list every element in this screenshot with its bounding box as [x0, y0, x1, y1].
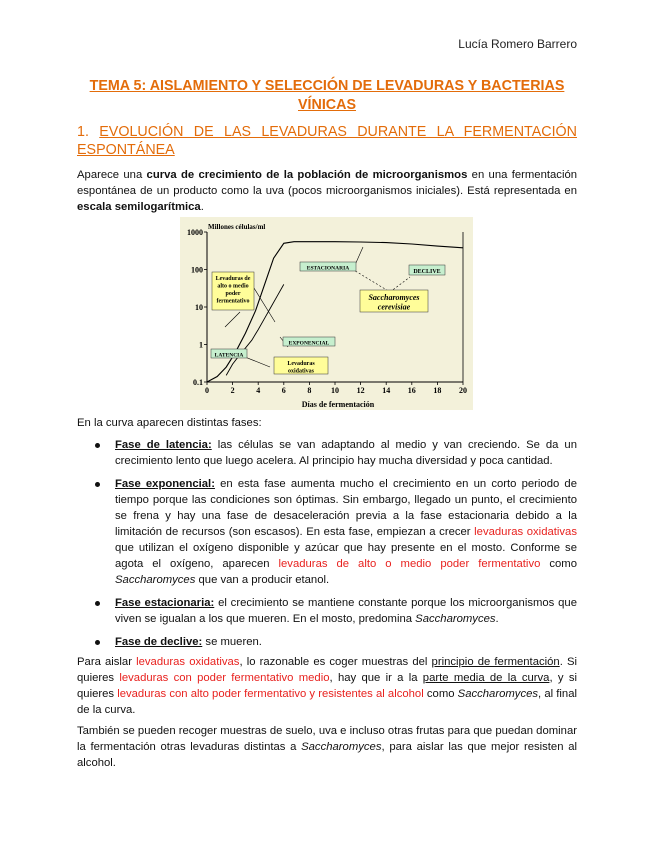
box-oxidativas-text: Levaduras [287, 361, 315, 367]
bullet-icon [95, 482, 100, 487]
box-saccharomyces-text: Saccharomyces [368, 293, 420, 302]
phase-label: Fase de declive: [115, 636, 203, 648]
phases-intro: En la curva aparecen distintas fases: [77, 417, 262, 429]
label-estacionaria-text: ESTACIONARIA [306, 265, 350, 272]
phase-text: como [540, 558, 577, 570]
y-tick-label: 100 [191, 265, 203, 275]
phase-text: se mueren. [202, 636, 262, 648]
bullet-icon [95, 601, 100, 606]
x-tick-label: 16 [407, 386, 416, 395]
section-title: EVOLUCIÓN DE LAS LEVADURAS DURANTE LA FERMENTACIÓN ESPONTÁNEA [77, 124, 577, 158]
paragraph-text: , lo razonable es coger muestras del [239, 656, 432, 668]
phase-label: Fase de latencia: [115, 439, 212, 451]
underline-principio: principio de fermentación [431, 656, 560, 668]
label-exponencial [283, 337, 335, 347]
phase-declive [95, 634, 577, 650]
phase-estacionaria [95, 595, 577, 627]
phase-text: que van a producir etanol. [195, 574, 330, 586]
box-alto-medio-text: alto o medio [217, 283, 249, 290]
intro-text: en una fermentación espontánea de un producto como la uva (pocos microorganismos iniciales). Está representada en [77, 169, 578, 197]
paragraph-text: , al final de la curva. [77, 688, 577, 716]
box-alto-medio-text: Levaduras de [215, 276, 251, 282]
section-number: 1. [77, 124, 89, 140]
label-declive-text: DECLIVE [413, 269, 441, 275]
phase-latencia [95, 437, 577, 469]
intro-bold-curve: curva de crecimiento de la población de microorganismos [146, 169, 468, 181]
bullet-icon [95, 443, 100, 448]
highlight-poder-medio: levaduras con poder fermentativo medio [119, 672, 330, 684]
bullet-icon [95, 640, 100, 645]
phase-label: Fase exponencial: [115, 478, 215, 490]
paragraph-text: como [423, 688, 458, 700]
label-exponencial-text: EXPONENCIAL [288, 340, 330, 347]
y-tick-label: 1 [199, 340, 203, 350]
x-tick-label: 4 [256, 386, 261, 395]
author-name: Lucía Romero Barrero [458, 37, 577, 51]
x-tick-label: 0 [205, 386, 209, 395]
highlight-oxidativas: levaduras oxidativas [474, 526, 577, 538]
chart-x-label: Días de fermentación [301, 400, 375, 409]
paragraph-text: , hay que ir a la [329, 672, 423, 684]
intro-text: Aparece una [77, 169, 147, 181]
y-tick-label: 10 [195, 303, 203, 312]
y-tick-label: 0.1 [193, 378, 203, 387]
box-saccharomyces [360, 290, 428, 312]
intro-bold-scale: escala semilogarítmica [77, 201, 201, 213]
highlight-alto-poder: levaduras con alto poder fermentativo y resistentes al alcohol [117, 688, 424, 700]
y-tick-label: 1000 [187, 228, 203, 237]
other-samples-paragraph [77, 723, 577, 771]
intro-paragraph [77, 167, 577, 215]
box-alto-medio-text: poder [225, 291, 241, 297]
paragraph-text: . Si quieres [77, 656, 578, 684]
document-title: TEMA 5: AISLAMIENTO Y SELECCIÓN DE LEVADURAS Y BACTERIAS VÍNICAS [89, 78, 565, 113]
species-name: Saccharomyces [457, 688, 539, 700]
paragraph-text: , y si quieres [77, 672, 577, 700]
phases-list [95, 437, 577, 650]
intro-text: . [200, 201, 204, 213]
box-oxidativas-text: oxidativas [287, 368, 315, 375]
x-tick-label: 20 [459, 386, 467, 395]
phase-text: . [495, 613, 499, 625]
x-tick-label: 10 [331, 386, 339, 395]
section-heading [77, 123, 577, 159]
phase-exponencial [95, 476, 577, 588]
label-latencia [211, 349, 247, 359]
paragraph-text: Para aislar [77, 656, 137, 668]
species-name: Saccharomyces [115, 574, 196, 586]
chart-y-label: Millones células/ml [208, 223, 266, 231]
box-saccharomyces-text: cerevisiae [377, 302, 411, 312]
x-tick-label: 6 [281, 386, 286, 395]
box-alto-medio [212, 272, 254, 310]
box-oxidativas [274, 357, 328, 375]
species-name: Saccharomyces [415, 613, 496, 625]
highlight-oxidativas: levaduras oxidativas [136, 656, 240, 668]
x-tick-label: 18 [433, 386, 442, 395]
phase-text: que utilizan el oxígeno disponible y azúcar que hay presente en el mosto. Conforme se agota el oxígeno, aparecen [115, 542, 577, 570]
x-tick-label: 8 [307, 386, 312, 395]
label-declive [409, 265, 445, 275]
paragraph-text: , para aislar las que mejor resisten al alcohol. [77, 741, 577, 769]
x-tick-label: 2 [230, 386, 235, 395]
x-tick-label: 14 [382, 386, 391, 395]
highlight-fermentativo: levaduras de alto o medio poder fermentativo [278, 558, 541, 570]
underline-parte-media: parte media de la curva [422, 672, 550, 684]
phase-text: las células se van adaptando al medio y van creciendo. Se da un crecimiento lento que luego acelera. Al principio hay mucha diversidad y poca cantidad. [115, 439, 578, 467]
phase-label: Fase estacionaria: [115, 597, 215, 609]
growth-curve-chart [180, 217, 473, 410]
paragraph-text: También se pueden recoger muestras de suelo, uva e incluso otras frutas para que puedan dominar la fermentación otras levaduras distintas a [77, 725, 577, 753]
x-tick-label: 12 [356, 386, 365, 395]
label-estacionaria [300, 262, 356, 272]
box-alto-medio-text: fermentativo [216, 298, 250, 305]
label-latencia-text: LATENCIA [214, 352, 244, 359]
phase-text: en esta fase aumenta mucho el crecimiento en un corto periodo de tiempo porque las condiciones son óptimas. Sin embargo, llegado un punto, el crecimiento se frena y hay una fase de desaceleración previa a la fase estacionaria debido a la limitación de recursos (son escasos). En esta fase, empiezan a crecer [115, 478, 577, 538]
species-name: Saccharomyces [301, 741, 382, 753]
isolation-paragraph [77, 654, 577, 718]
phase-text: el crecimiento se mantiene constante porque los microorganismos que viven se igualan a los que mueren. En el mosto, predomina [115, 597, 577, 625]
